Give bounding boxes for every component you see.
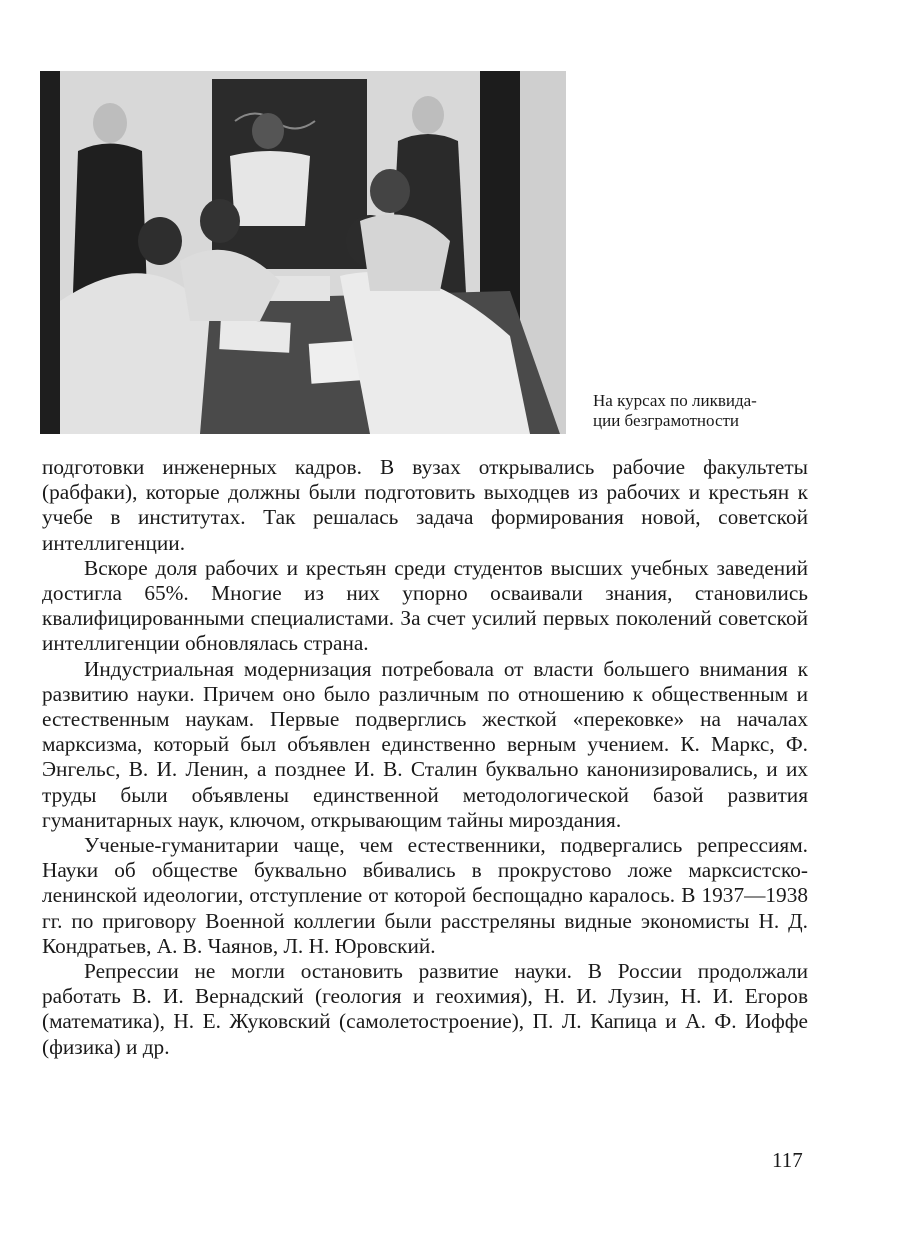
paragraph: подготовки инженерных кадров. В вузах открывались рабочие факультеты (рабфаки), которые должны были подготовить выходцев из рабочих и крестьян к учебе в институтах. Так решалась задача формирования новой, советской интеллигенции. bbox=[42, 455, 808, 555]
paragraph: Репрессии не могли остановить развитие науки. В России продолжали работать В. И. Вернадский (геология и геохимия), Н. И. Лузин, Н. И. Егоров (математика), Н. Е. Жуковский (самолетостроение), П. Л. Капица и А. Ф. Иоффе (физика) и др. bbox=[42, 959, 808, 1059]
body-text bbox=[42, 455, 808, 1060]
paragraph: Ученые-гуманитарии чаще, чем естественники, подвергались репрессиям. Науки об обществе буквально вбивались в прокрустово ложе марксистско-ленинской идеологии, отступление от которой беспощадно каралось. В 1937—1938 гг. по приговору Военной коллегии были расстреляны видные экономисты Н. Д. Кондратьев, А. В. Чаянов, Л. Н. Юровский. bbox=[42, 833, 808, 958]
caption-line: ции безграмотности bbox=[593, 411, 740, 430]
caption-line: На курсах по ликвида- bbox=[593, 391, 757, 410]
literacy-course-photo bbox=[40, 71, 566, 434]
paragraph: Вскоре доля рабочих и крестьян среди студентов высших учебных заведений достигла 65%. Многие из них упорно осваивали знания, становились квалифицированными специалистами. За счет усилий первых поколений советской интеллигенции обновлялась страна. bbox=[42, 555, 808, 656]
page-number: 117 bbox=[772, 1148, 803, 1172]
paragraph: Индустриальная модернизация потребовала от власти большего внимания к развитию науки. Причем оно было различным по отношению к общественным и естественным наукам. Первые подверглись жесткой «перековке» на началах марксизма, который был объявлен единственно верным учением. К. Маркс, Ф. Энгельс, В. И. Ленин, а позднее И. В. Сталин буквально канонизировались, и их труды были объявлены единственной методологической базой развития гуманитарных наук, ключом, открывающим тайны мироздания. bbox=[42, 656, 808, 832]
photo-caption bbox=[593, 391, 823, 431]
